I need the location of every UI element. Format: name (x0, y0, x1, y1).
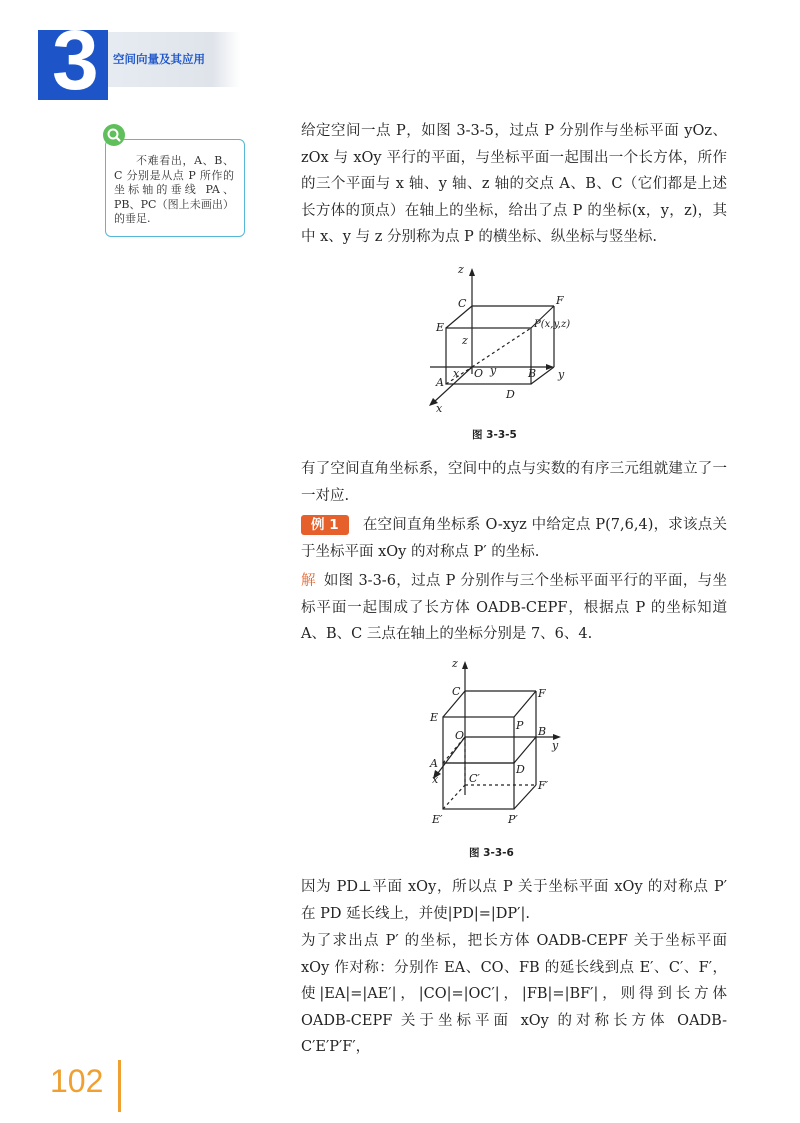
paragraph-correspondence (272, 456, 727, 509)
fig2-label-E: E (430, 711, 439, 724)
fig1-label-zlen: z (462, 334, 468, 347)
solution-block (272, 568, 727, 648)
fig2-label-B: B (538, 725, 547, 738)
solution-tag: 解 (301, 573, 316, 589)
fig1-label-P: P(x,y,z) (534, 319, 571, 330)
fig1-label-ylen: y (490, 364, 497, 377)
fig1-label-O: O (474, 367, 484, 380)
fig1-label-B: B (528, 367, 537, 380)
fig1-label-x: x (436, 402, 443, 415)
fig2-label-y: y (552, 739, 559, 752)
paragraph-text: 给定空间一点 P，如图 3-3-5，过点 P 分别作与坐标平面 yOz、zOx 与 xOy 平行的平面，与坐标平面一起围出一个长方体，所作的三个平面与 x 轴、y 轴、z 轴的交点 A、B、C（它们都是上述长方体的顶点）在轴上的坐标，给出了点 P 的坐标(x，y，z)，其中 x、y 与 z 分别称为点 P 的横坐标、纵坐标与竖坐标. (301, 123, 727, 245)
page-number-rule (118, 1060, 121, 1112)
example-block (272, 512, 727, 565)
paragraph-perpendicular (272, 874, 727, 927)
solution-text: 如图 3-3-6，过点 P 分别作与三个坐标平面平行的平面，与坐标平面一起围成了长方体 OADB-CEPF，根据点 P 的坐标知道 A、B、C 三点在轴上的坐标分别是 7、6、4. (301, 573, 728, 642)
figure-3-3-6 (420, 655, 580, 830)
fig1-label-y: y (558, 368, 565, 381)
fig2-label-D: D (516, 763, 525, 776)
figure-caption: 图 3-3-5 (472, 429, 517, 441)
fig2-label-O: O (455, 729, 465, 742)
paragraph-reflection (272, 928, 727, 1061)
fig1-label-F: F (556, 294, 564, 307)
fig2-label-C-prime: C′ (469, 772, 480, 785)
fig2-label-x: x (432, 773, 439, 786)
sidebar-note-text: 不难看出，A、B、C 分别是从点 P 所作的坐标轴的垂线 PA、PB、PC（图上未画出）的垂足. (114, 154, 234, 225)
fig2-label-C: C (452, 685, 461, 698)
example-text: 在空间直角坐标系 O-xyz 中给定点 P(7,6,4)，求该点关于坐标平面 xOy 的对称点 P′ 的坐标. (301, 517, 727, 560)
page-number: 102 (50, 1063, 104, 1099)
fig2-label-F-prime: F′ (538, 779, 549, 792)
fig2-label-E-prime: E′ (432, 813, 443, 826)
fig1-label-z: z (458, 263, 464, 276)
chapter-number: 3 (52, 13, 97, 107)
chapter-title: 空间向量及其应用 (113, 52, 205, 66)
figure-3-3-5 (420, 262, 590, 417)
figure-caption: 图 3-3-6 (469, 847, 514, 859)
fig2-label-P: P (516, 719, 524, 732)
fig1-label-C: C (458, 297, 467, 310)
fig1-label-A: A (436, 376, 444, 389)
paragraph-text: 有了空间直角坐标系，空间中的点与实数的有序三元组就建立了一一对应. (301, 461, 727, 504)
paragraph-intro (272, 118, 727, 251)
fig2-label-A: A (430, 757, 438, 770)
fig2-label-P-prime: P′ (508, 813, 518, 826)
paragraph-text: 为了求出点 P′ 的坐标，把长方体 OADB-CEPF 关于坐标平面 xOy 作对称：分别作 EA、CO、FB 的延长线到点 E′、C′、F′，使|EA|=|AE′|，|CO|=|OC′|，|FB|=|BF′|，则得到长方体 OADB-CEPF 关于坐标平面 xOy 的对称长方体 OADB-C′E′P′F′， (301, 933, 727, 1055)
fig1-label-E: E (436, 321, 445, 334)
magnifier-icon (103, 124, 125, 146)
fig1-label-D: D (506, 388, 515, 401)
fig1-label-xlen: x (453, 367, 460, 380)
fig2-label-z: z (452, 657, 458, 670)
example-tag: 例 1 (301, 515, 349, 535)
fig2-label-F: F (538, 687, 546, 700)
paragraph-text: 因为 PD⊥平面 xOy，所以点 P 关于坐标平面 xOy 的对称点 P′ 在 PD 延长线上，并使|PD|=|DP′|. (301, 879, 727, 922)
